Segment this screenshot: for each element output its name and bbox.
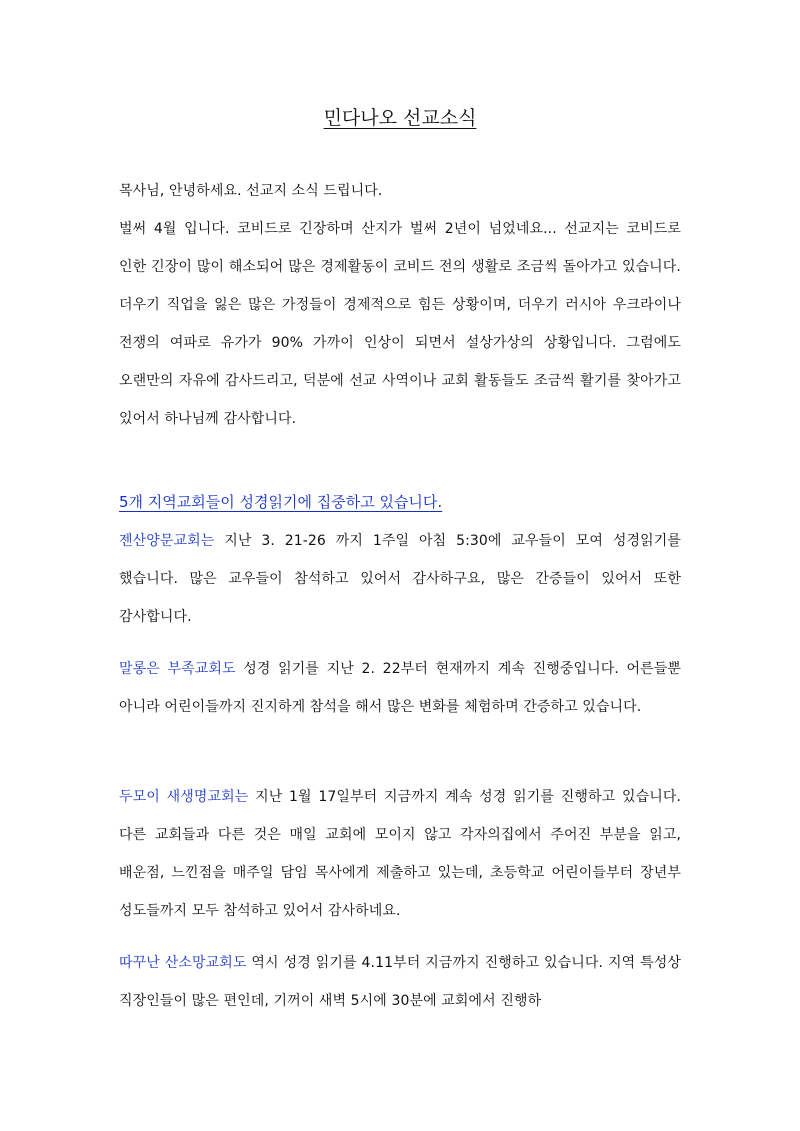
- document-title: 민다나오 선교소식: [323, 107, 477, 129]
- church-name-takunan: 따꾸난 산소망교회도: [119, 955, 247, 971]
- intro-paragraph: 벌써 4월 입니다. 코비드로 긴장하며 산지가 벌써 2년이 넘었네요... 선교지는 코비드로 인한 긴장이 많이 해소되어 많은 경제활동이 코비드 전의 생활로 조금씩 돌아가고 있습니다. 더우기 직업을 잃은 많은 가정들이 경제적으로 힘든 상황이며, 더우기 러시아 우크라이나 전쟁의 여파로 유가가 90% 가까이 인상이 되면서 설상가상의 상황입니다. 그럼에도 오랜만의 자유에 감사드리고, 덕분에 선교 사역이나 교회 활동들도 조금씩 활기를 찾아가고 있어서 하나님께 감사합니다.: [119, 221, 681, 427]
- church-text-takunan: 역시 성경 읽기를 4.11부터 지금까지 진행하고 있습니다. 지역 특성상 직장인들이 많은 편인데, 기꺼이 새벽 5시에 30분에 교회에서 진행하: [119, 955, 682, 1009]
- church-name-jensan: 젠산양문교회는: [119, 533, 215, 549]
- church-paragraph-malong: [119, 650, 681, 726]
- church-paragraph-jensan: [119, 522, 681, 636]
- section-heading: 5개 지역교회들이 성경읽기에 집중하고 있습니다.: [119, 493, 443, 511]
- church-name-malong: 말롱은 부족교회도: [119, 661, 236, 677]
- church-paragraph-dumoi: [119, 778, 681, 930]
- church-text-malong: 성경 읽기를 지난 2. 22부터 현재까지 계속 진행중입니다. 어른들뿐 아니라 어린이들까지 진지하게 참석을 해서 많은 변화를 체험하며 간증하고 있습니다.: [119, 661, 681, 715]
- church-paragraph-takunan: [119, 944, 681, 1020]
- greeting-paragraph: 목사님, 안녕하세요. 선교지 소식 드립니다.: [119, 183, 383, 199]
- church-name-dumoi: 두모이 새생명교회는: [119, 789, 249, 805]
- church-text-jensan: 지난 3. 21-26 까지 1주일 아침 5:30에 교우들이 모여 성경읽기를 했습니다. 많은 교우들이 참석하고 있어서 감사하구요, 많은 간증들이 있어서 또한 감사합니다.: [119, 533, 681, 625]
- church-text-dumoi: 지난 1월 17일부터 지금까지 계속 성경 읽기를 진행하고 있습니다. 다른 교회들과 다른 것은 매일 교회에 모이지 않고 각자의집에서 주어진 부분을 읽고, 배운점, 느낀점을 매주일 담임 목사에게 제출하고 있는데, 초등학교 어린이들부터 장년부 성도들까지 모두 참석하고 있어서 감사하네요.: [119, 789, 681, 919]
